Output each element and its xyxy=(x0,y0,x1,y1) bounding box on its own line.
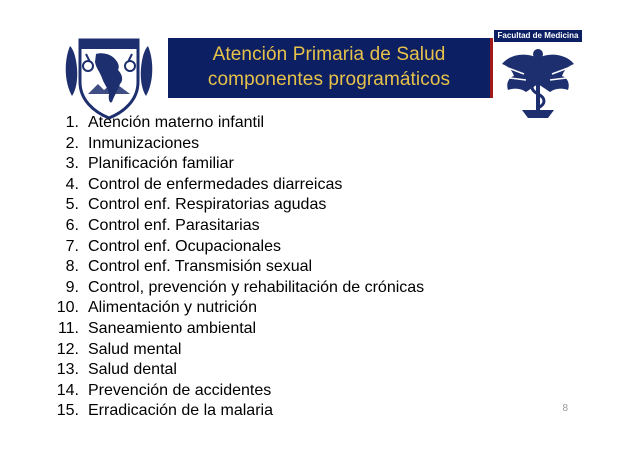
item-number: 7. xyxy=(65,237,79,255)
facultad-medicina-logo xyxy=(494,30,582,124)
item-text: Erradicación de la malaria xyxy=(88,402,273,420)
item-text: Control enf. Parasitarias xyxy=(88,216,260,234)
item-text: Atención materno infantil xyxy=(88,114,265,131)
item-number: 1. xyxy=(65,114,79,131)
title-band xyxy=(168,38,493,98)
caduceus-eagle-icon xyxy=(498,44,578,122)
item-text: Control de enfermedades diarreicas xyxy=(88,175,343,193)
item-text: Planificación familiar xyxy=(88,155,234,173)
item-number: 5. xyxy=(65,196,79,214)
item-number: 13. xyxy=(56,361,79,379)
item-text: Alimentación y nutrición xyxy=(88,299,257,317)
page-number: 8 xyxy=(562,403,568,414)
item-text: Control enf. Respiratorias agudas xyxy=(88,196,327,214)
item-text: Control enf. Transmisión sexual xyxy=(88,258,313,276)
item-number: 6. xyxy=(65,216,79,234)
item-number: 11. xyxy=(57,319,79,337)
item-text: Prevención de accidentes xyxy=(88,381,272,399)
item-number: 8. xyxy=(65,258,79,276)
item-number: 9. xyxy=(65,278,79,296)
item-number: 10. xyxy=(56,299,79,317)
item-text: Salud dental xyxy=(88,361,177,379)
item-text: Control, prevención y rehabilitación de crónicas xyxy=(88,278,425,296)
slide-title: Atención Primaria de Salud xyxy=(212,44,446,65)
slide-subtitle: componentes programáticos xyxy=(207,69,451,90)
unam-shield-logo xyxy=(62,32,156,120)
item-text: Inmunizaciones xyxy=(88,134,200,152)
item-number: 12. xyxy=(56,340,79,358)
item-text: Saneamiento ambiental xyxy=(88,319,257,337)
item-number: 2. xyxy=(65,134,79,152)
item-text: Salud mental xyxy=(88,340,182,358)
item-number: 4. xyxy=(65,175,79,193)
item-text: Control enf. Ocupacionales xyxy=(88,237,281,255)
item-number: 14. xyxy=(56,381,79,399)
logo-label: Facultad de Medicina xyxy=(494,30,582,42)
item-number: 15. xyxy=(56,402,79,420)
item-number: 3. xyxy=(65,155,79,173)
